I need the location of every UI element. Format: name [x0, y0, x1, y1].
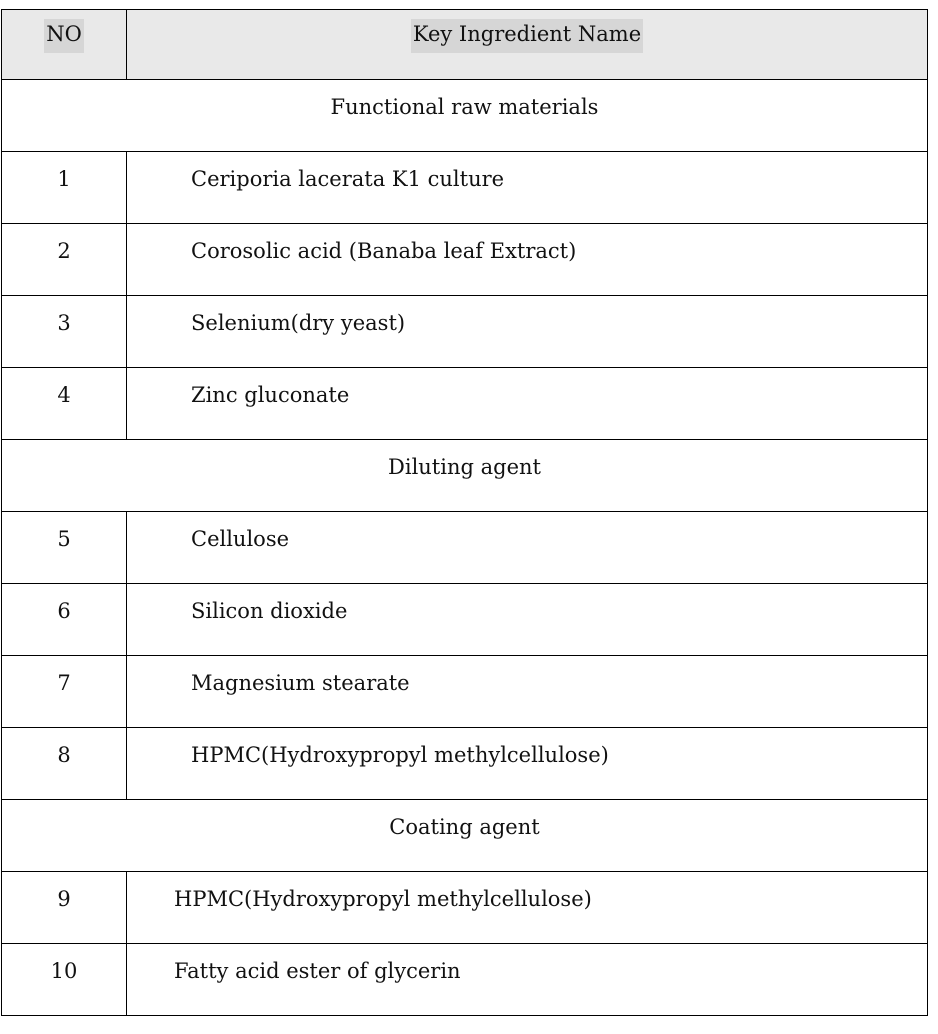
ingredient-name: Silicon dioxide	[191, 599, 348, 623]
header-name	[127, 10, 928, 80]
table-row	[2, 728, 928, 800]
table-row	[2, 296, 928, 368]
ingredient-name: Cellulose	[191, 527, 290, 551]
ingredient-name: Fatty acid ester of glycerin	[174, 959, 461, 983]
ingredient-name: Ceriporia lacerata K1 culture	[191, 167, 505, 191]
table-row	[2, 656, 928, 728]
ingredient-name: Magnesium stearate	[191, 671, 410, 695]
section-row-diluting	[2, 440, 928, 512]
section-row-functional	[2, 80, 928, 152]
row-number: 6	[57, 599, 71, 623]
ingredient-name: Selenium(dry yeast)	[191, 311, 406, 335]
ingredient-name: Zinc gluconate	[191, 383, 350, 407]
table-row	[2, 368, 928, 440]
ingredient-name: HPMC(Hydroxypropyl methylcellulose)	[191, 743, 609, 767]
row-number: 2	[57, 239, 71, 263]
table-row	[2, 152, 928, 224]
table-row	[2, 584, 928, 656]
section-title: Diluting agent	[388, 455, 541, 479]
header-row	[2, 10, 928, 80]
table-row	[2, 224, 928, 296]
row-number: 3	[57, 311, 71, 335]
header-no	[2, 10, 127, 80]
ingredients-table	[1, 9, 928, 1016]
row-number: 8	[57, 743, 71, 767]
row-number: 4	[57, 383, 71, 407]
section-row-coating	[2, 800, 928, 872]
table-row	[2, 872, 928, 944]
table-row	[2, 944, 928, 1016]
table-row	[2, 512, 928, 584]
ingredient-name: Corosolic acid (Banaba leaf Extract)	[191, 239, 577, 263]
row-number: 1	[57, 167, 71, 191]
section-title: Functional raw materials	[330, 95, 599, 119]
row-number: 10	[50, 959, 78, 983]
ingredient-name: HPMC(Hydroxypropyl methylcellulose)	[174, 887, 592, 911]
header-name-label: Key Ingredient Name	[411, 19, 643, 53]
section-title: Coating agent	[389, 815, 540, 839]
row-number: 5	[57, 527, 71, 551]
row-number: 9	[57, 887, 71, 911]
row-number: 7	[57, 671, 71, 695]
header-no-label: NO	[44, 19, 84, 53]
